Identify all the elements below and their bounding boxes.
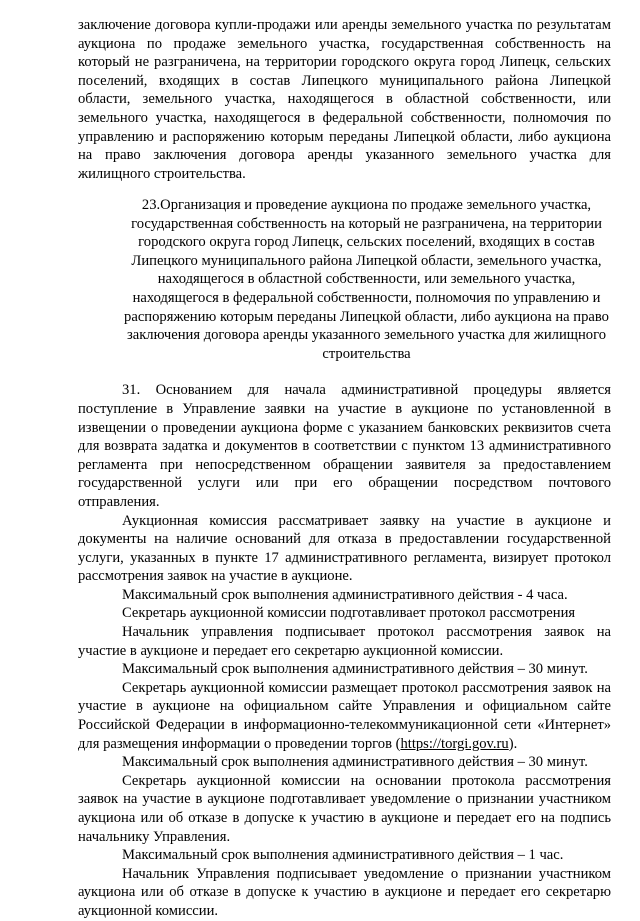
paragraph-secretary-publishes-protocol: [78, 679, 611, 753]
paragraph-max-time-4-hours: Максимальный срок выполнения административного действия - 4 часа.: [122, 586, 568, 603]
paragraph-max-time-30-min-1: Максимальный срок выполнения административного действия – 30 минут.: [122, 661, 588, 678]
section-heading: 23.Организация и проведение аукциона по продаже земельного участка, государственная собственность на который не разграничена, на территории городского округа город Липецк, сельских поселений, входящих в состав Липецкого муниципального района Липецкой области, земельного участка, находящегося в областной собственности, или земельного участка, находящегося в федеральной собственности, полномочия по управлению и распоряжению которым переданы Липецкой области, либо аукциона на право заключения договора аренды указанного земельного участка для жилищного строительства: [124, 197, 609, 362]
paragraph-secretary-prepares-notice: Секретарь аукционной комиссии на основании протокола рассмотрения заявок на участие в аукционе подготавливает уведомление о признании участником аукциона или об отказе в допуске к участию в аукционе и передает его на подпись начальнику Управления.: [78, 772, 611, 845]
intro-paragraph: заключение договора купли-продажи или аренды земельного участка по результатам аукциона по продаже земельного участка, государственная собственность на который не разграничена, на территории городского округа город Липецк, сельских поселений, входящих в состав Липецкого муниципального района Липецкой области, земельного участка, находящегося в областной собственности, или земельного участка, находящегося в федеральной собственности, полномочия по управлению и распоряжению которым переданы Липецкой области, либо аукциона на право заключения договора аренды указанного земельного участка для жилищного строительства.: [78, 17, 611, 182]
torgi-link[interactable]: https://torgi.gov.ru: [400, 735, 509, 752]
paragraph-31: 31. Основанием для начала административной процедуры является поступление в Управление заявки на участие в аукционе по установленной в извещении о проведении аукциона форме с указанием банковских реквизитов счета для возврата задатка и документов в соответствии с пунктом 13 административного регламента при непосредственном обращении заявителя за предоставлением государственной услуги или при его обращении посредством почтового отправления.: [78, 382, 611, 510]
paragraph-head-signs-notice: Начальник Управления подписывает уведомление о признании участником аукциона или об отказе в допуске к участию в аукционе и передает его секретарю аукционной комиссии.: [78, 865, 611, 919]
section-body: [78, 381, 611, 920]
paragraph-head-signs-protocol: Начальник управления подписывает протокол рассмотрения заявок на участие в аукционе и передает его секретарю аукционной комиссии.: [78, 624, 611, 659]
paragraph-max-time-1-hour: Максимальный срок выполнения административного действия – 1 час.: [122, 847, 564, 864]
publish-text-after-link: ).: [508, 735, 518, 752]
publish-text-before-link: Секретарь аукционной комиссии размещает протокол рассмотрения заявок на участие в аукционе на официальном сайте Управления и официальном сайте Российской Федерации в информационно-телекоммуникационной сети «Интернет» для размещения информации о проведении торгов (: [78, 679, 611, 752]
document-page: [78, 16, 611, 921]
paragraph-secretary-prepares-protocol: Секретарь аукционной комиссии подготавливает протокол рассмотрения: [122, 605, 576, 622]
paragraph-max-time-30-min-2: Максимальный срок выполнения административного действия – 30 минут.: [122, 754, 588, 771]
paragraph-commission-review: Аукционная комиссия рассматривает заявку на участие в аукционе и документы на наличие оснований для отказа в предоставлении государственной услуги, указанных в пункте 17 административного регламента, визирует протокол рассмотрения заявок на участие в аукционе.: [78, 512, 611, 585]
